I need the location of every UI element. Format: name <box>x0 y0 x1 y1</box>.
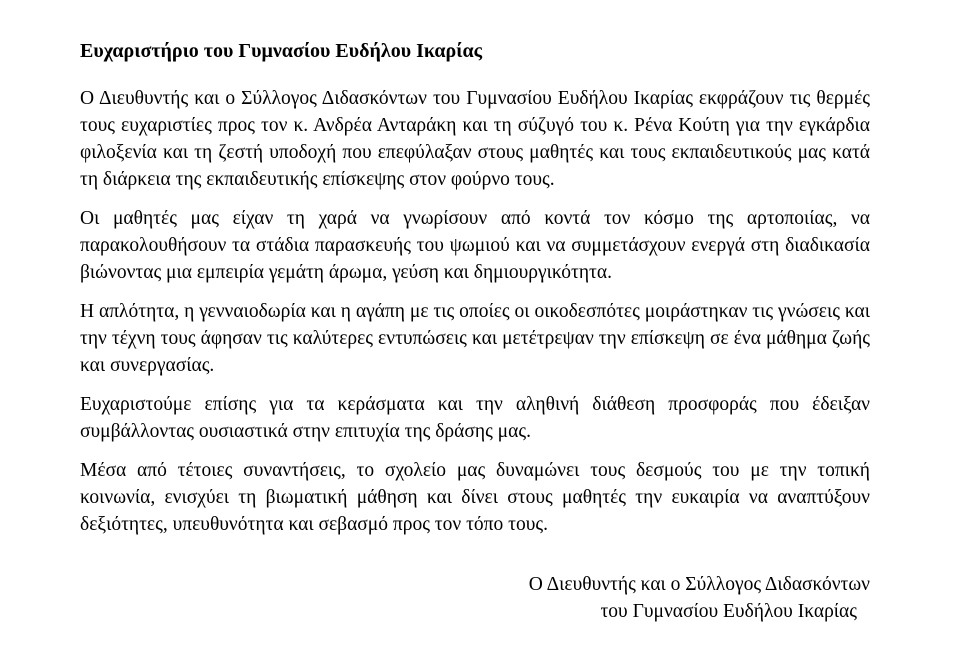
signature-block <box>80 571 870 625</box>
paragraph-hospitality-impressions: Η απλότητα, η γενναιοδωρία και η αγάπη με τις οποίες οι οικοδεσπότες μοιράστηκαν τις γνώσεις και την τέχνη τους άφησαν τις καλύτερες εντυπώσεις και μετέτρεψαν την επίσκεψη σε ένα μάθημα ζωής και συνεργασίας. <box>80 301 870 376</box>
paragraph-thanks-hosts: Ο Διευθυντής και ο Σύλλογος Διδασκόντων του Γυμνασίου Ευδήλου Ικαρίας εκφράζουν τις θερμές τους ευχαριστίες προς τον κ. Ανδρέα Ανταράκη και τη σύζυγό του κ. Ρένα Κούτη για την εγκάρδια φιλοξενία και τη ζεστή υποδοχή που επεφύλαξαν στους μαθητές και τους εκπαιδευτικούς μας κατά τη διάρκεια της εκπαιδευτικής επίσκεψης στον φούρνο τους. <box>80 88 870 190</box>
signature-line-1: Ο Διευθυντής και ο Σύλλογος Διδασκόντων <box>528 574 870 595</box>
paragraph-treats-thanks: Ευχαριστούμε επίσης για τα κεράσματα και την αληθινή διάθεση προσφοράς που έδειξαν συμβάλλοντας ουσιαστικά στην επιτυχία της δράσης μας. <box>80 394 870 442</box>
document-title: Ευχαριστήριο του Γυμνασίου Ευδήλου Ικαρίας <box>80 40 483 62</box>
paragraph-students-experience: Οι μαθητές μας είχαν τη χαρά να γνωρίσουν από κοντά τον κόσμο της αρτοποιίας, να παρακολουθήσουν τα στάδια παρασκευής του ψωμιού και να συμμετάσχουν ενεργά στη διαδικασία βιώνοντας μια εμπειρία γεμάτη άρωμα, γεύση και δημιουργικότητα. <box>80 208 870 283</box>
signature-line-2: του Γυμνασίου Ευδήλου Ικαρίας <box>600 601 857 622</box>
paragraph-community-bonds: Μέσα από τέτοιες συναντήσεις, το σχολείο μας δυναμώνει τους δεσμούς του με την τοπική κοινωνία, ενισχύει τη βιωματική μάθηση και δίνει στους μαθητές την ευκαιρία να αναπτύξουν δεξιότητες, υπευθυνότητα και σεβασμό προς τον τόπο τους. <box>80 460 870 535</box>
